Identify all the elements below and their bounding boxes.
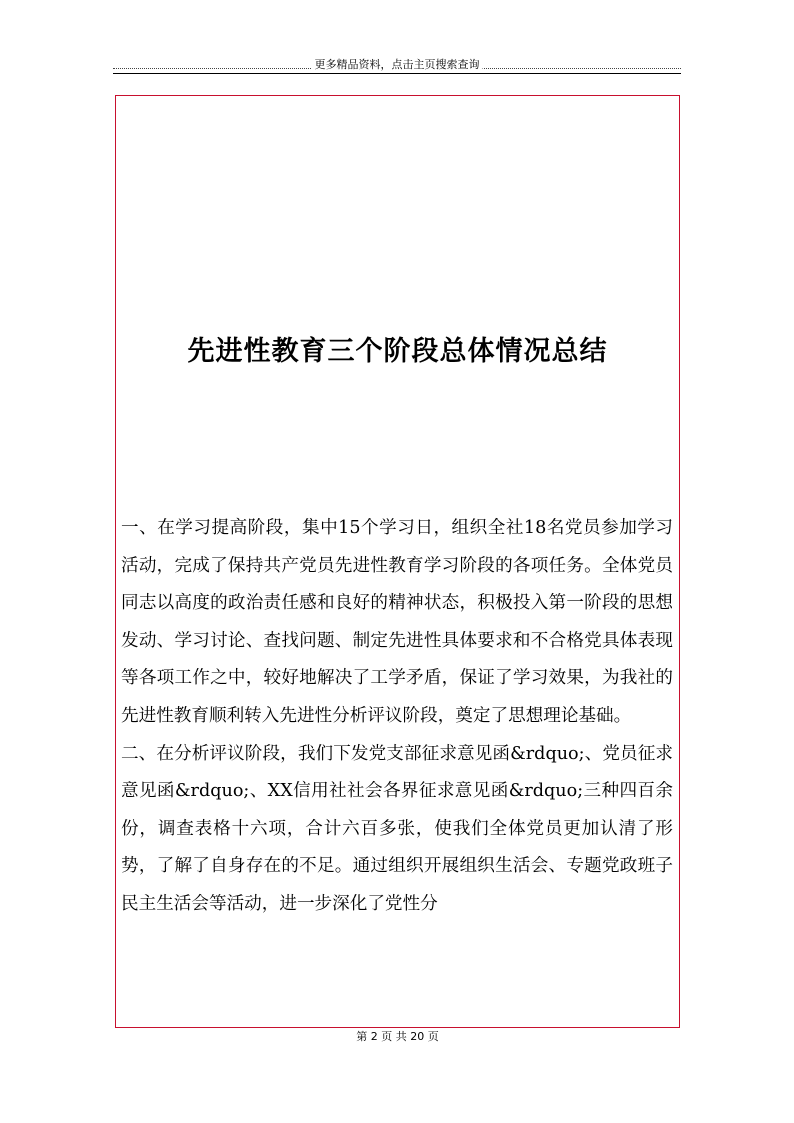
document-body: [121, 510, 673, 924]
header-rule: [113, 73, 681, 74]
page-header: [113, 56, 681, 74]
paragraph-1: 一、在学习提高阶段，集中15个学习日，组织全社18名党员参加学习活动，完成了保持共产党员先进性教育学习阶段的各项任务。全体党员同志以高度的政治责任感和良好的精神状态，积极投入第一阶段的思想发动、学习讨论、查找问题、制定先进性具体要求和不合格党具体表现等各项工作之中，较好地解决了工学矛盾，保证了学习效果，为我社的先进性教育顺利转入先进性分析评议阶段，奠定了思想理论基础。: [121, 518, 673, 726]
document-title: 先进性教育三个阶段总体情况总结: [187, 336, 608, 367]
paragraph-2: 二、在分析评议阶段，我们下发党支部征求意见函&rdquo;、党员征求意见函&rdquo;、XX信用社社会各界征求意见函&rdquo;三种四百余份，调查表格十六项，合计六百多张，使我们全体党员更加认清了形势，了解了自身存在的不足。通过组织开展组织生活会、专题党政班子民主生活会等活动，进一步深化了党性分: [121, 743, 673, 914]
page-footer: 第 2 页 共 20 页: [356, 1030, 439, 1043]
header-text: 更多精品资料，点击主页搜索查询: [312, 58, 483, 72]
